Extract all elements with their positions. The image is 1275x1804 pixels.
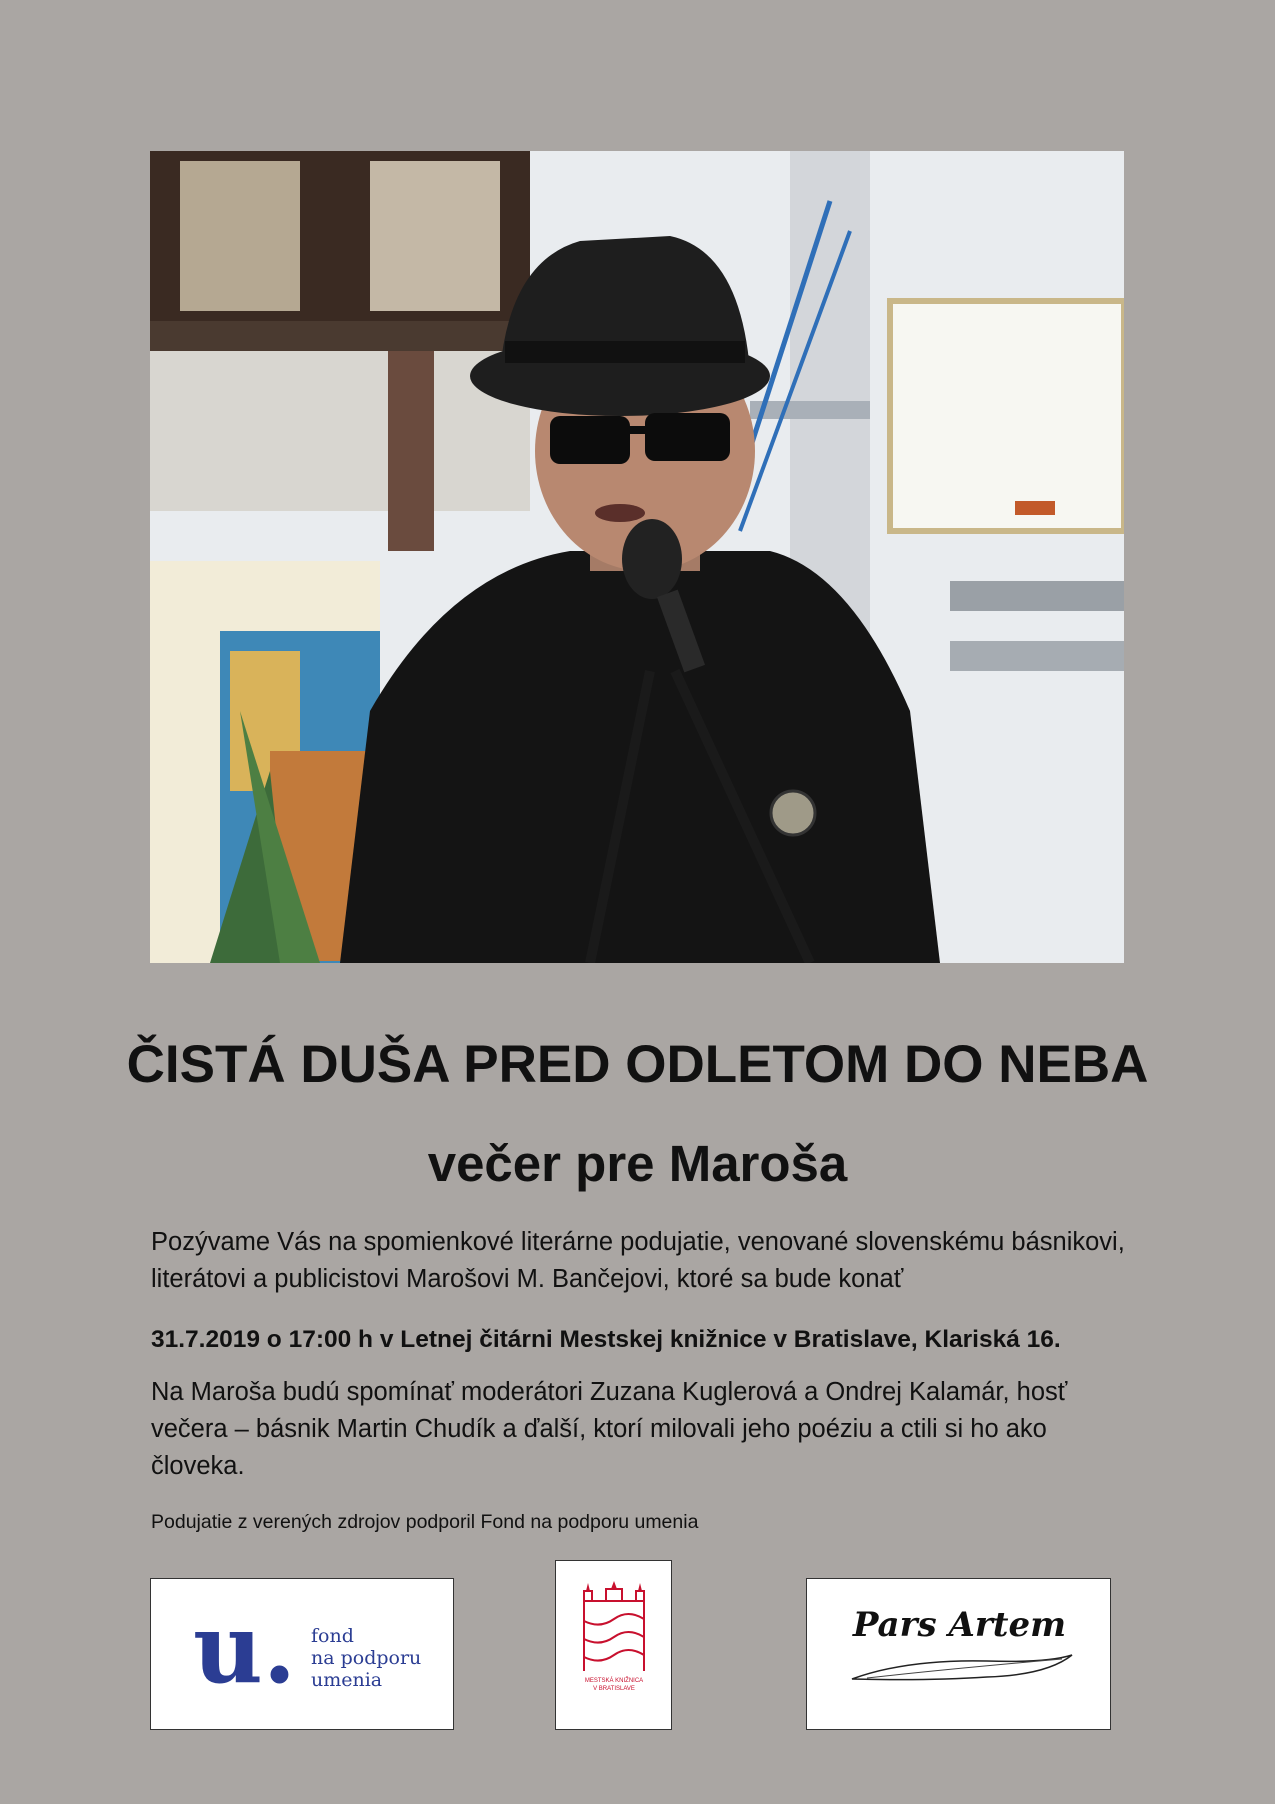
pars-artem-name: Pars Artem bbox=[852, 1605, 1067, 1645]
fond-logo-line-1: fond bbox=[311, 1625, 354, 1647]
performer-photo-illustration bbox=[150, 151, 1124, 963]
castle-emblem-icon bbox=[580, 1581, 648, 1673]
fond-na-podporu-umenia-logo bbox=[150, 1578, 454, 1730]
guests-paragraph: Na Maroša budú spomínať moderátori Zuzana Kuglerová a Ondrej Kalamár, hosť večera – básnik Martin Chudík a ďalší, ktorí milovali jeho poéziu a ctili si ho ako človeka. bbox=[151, 1378, 1068, 1480]
fond-logo-text bbox=[311, 1625, 421, 1691]
fond-logo-line-2: na podporu bbox=[311, 1647, 422, 1669]
pars-artem-logo bbox=[806, 1578, 1111, 1730]
event-subtitle: večer pre Maroša bbox=[427, 1135, 848, 1192]
fond-logo-line-3: umenia bbox=[311, 1669, 383, 1691]
event-title: ČISTÁ DUŠA PRED ODLETOM DO NEBA bbox=[126, 1035, 1149, 1094]
library-caption bbox=[564, 1677, 664, 1693]
invitation-paragraph: Pozývame Vás na spomienkové literárne podujatie, venované slovenskému básnikovi, literátovi a publicistovi Marošovi M. Bančejovi, ktoré sa bude konať bbox=[151, 1228, 1125, 1293]
support-note: Podujatie z verených zdrojov podporil Fond na podporu umenia bbox=[151, 1511, 699, 1533]
library-caption-line-2: V BRATISLAVE bbox=[593, 1686, 635, 1692]
quill-feather-icon bbox=[847, 1651, 1077, 1691]
library-caption-line-1: MESTSKÁ KNIŽNICA bbox=[584, 1678, 644, 1684]
event-photo bbox=[150, 151, 1124, 963]
mestska-kniznica-logo bbox=[555, 1560, 672, 1730]
fond-logo-mark: u. bbox=[193, 1592, 297, 1705]
date-location-paragraph: 31.7.2019 o 17:00 h v Letnej čitárni Mestskej knižnice v Bratislave, Klariská 16. bbox=[151, 1326, 1061, 1353]
